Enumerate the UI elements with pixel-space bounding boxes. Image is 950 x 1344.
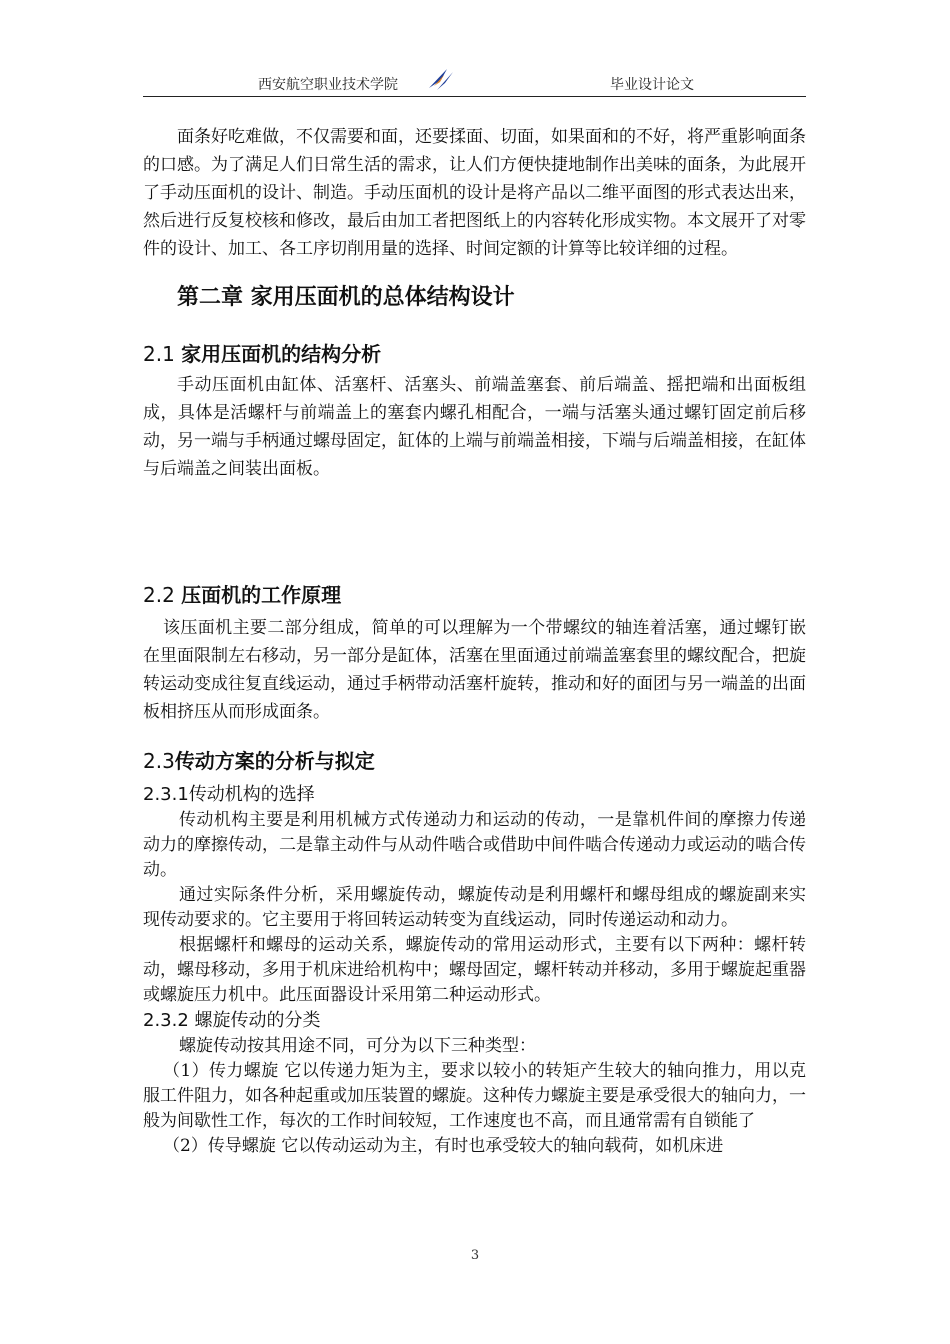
header-school-name: 西安航空职业技术学院 [258,77,398,93]
section-2-3-1-para-3: 根据螺杆和螺母的运动关系，螺旋传动的常用运动形式，主要有以下两种：螺杆转动，螺母移动，多用于机床进给机构中；螺母固定，螺杆转动并移动，多用于螺旋起重器或螺旋压力机中。此压面器设计采用第二种运动形式。 [143,935,806,1005]
section-2-2-title: 压面机的工作原理 [181,583,342,607]
section-2-3-1-title: 传动机构的选择 [188,784,315,805]
header-doc-type: 毕业设计论文 [610,77,694,93]
chapter-title: 第二章 家用压面机的总体结构设计 [177,285,515,310]
page-number: 3 [470,1248,480,1263]
section-2-3-1-heading [143,782,806,808]
section-2-3-2-number: 2.3.2 [143,1010,195,1031]
section-2-1-number: 2.1 [143,342,182,366]
section-2-1-title: 家用压面机的结构分析 [181,342,382,366]
section-2-2-text: 该压面机主要二部分组成，简单的可以理解为一个带螺纹的轴连着活塞，通过螺钉嵌在里面限制左右移动，另一部分是缸体，活塞在里面通过前端盖塞套里的螺纹配合，把旋转运动变成往复直线运动，通过手柄带动活塞杆旋转，推动和好的面团与另一端盖的出面板相挤压从而形成面条。 [143,618,806,722]
page-header [143,70,806,97]
section-2-1-text: 手动压面机由缸体、活塞杆、活塞头、前端盖塞套、前后端盖、摇把端和出面板组成，具体是活螺杆与前端盖上的塞套内螺孔相配合，一端与活塞头通过螺钉固定前后移动，另一端与手柄通过螺母固定，缸体的上端与前端盖相接，下端与后端盖相接，在缸体与后端盖之间装出面板。 [143,375,806,479]
section-2-1-heading [143,339,806,369]
page-body [143,120,806,1159]
section-2-3-1-para-1: 传动机构主要是利用机械方式传递动力和运动的传动，一是靠机件间的摩擦力传递动力的摩擦传动，二是靠主动件与从动件啮合或借助中间件啮合传递动力或运动的啮合传动。 [143,810,806,880]
section-2-3-2-para-2: （1）传力螺旋 它以传递力矩为主，要求以较小的转矩产生较大的轴向推力，用以克服工件阻力，如各种起重或加压装置的螺旋。这种传力螺旋主要是承受很大的轴向力，一般为间歇性工作，每次的工作时间较短，工作速度也不高，而且通常需有自锁能了 [143,1061,806,1131]
school-logo-icon [425,66,455,92]
section-2-3-2-para-3: （2）传导螺旋 它以传动运动为主，有时也承受较大的轴向载荷，如机床进 [163,1136,724,1156]
section-2-3-2-para-1: 螺旋传动按其用途不同，可分为以下三种类型： [179,1036,536,1056]
section-2-2-number: 2.2 [143,583,182,607]
section-2-3-number: 2.3 [143,749,175,773]
section-2-2-heading [143,580,806,610]
section-2-3-2-heading [143,1008,806,1034]
intro-paragraph: 面条好吃难做，不仅需要和面，还要揉面、切面，如果面和的不好，将严重影响面条的口感。为了满足人们日常生活的需求，让人们方便快捷地制作出美味的面条，为此展开了手动压面机的设计、制造。手动压面机的设计是将产品以二维平面图的形式表达出来，然后进行反复校核和修改，最后由加工者把图纸上的内容转化形成实物。本文展开了对零件的设计、加工、各工序切削用量的选择、时间定额的计算等比较详细的过程。 [143,127,806,259]
section-2-3-heading [143,746,806,776]
section-2-3-title: 传动方案的分析与拟定 [174,749,375,773]
section-2-3-1-number: 2.3.1 [143,784,189,805]
section-2-3-2-title: 螺旋传动的分类 [194,1010,321,1031]
section-2-3-1-para-2: 通过实际条件分析，采用螺旋传动，螺旋传动是利用螺杆和螺母组成的螺旋副来实现传动要求的。它主要用于将回转运动转变为直线运动，同时传递运动和动力。 [143,885,806,930]
